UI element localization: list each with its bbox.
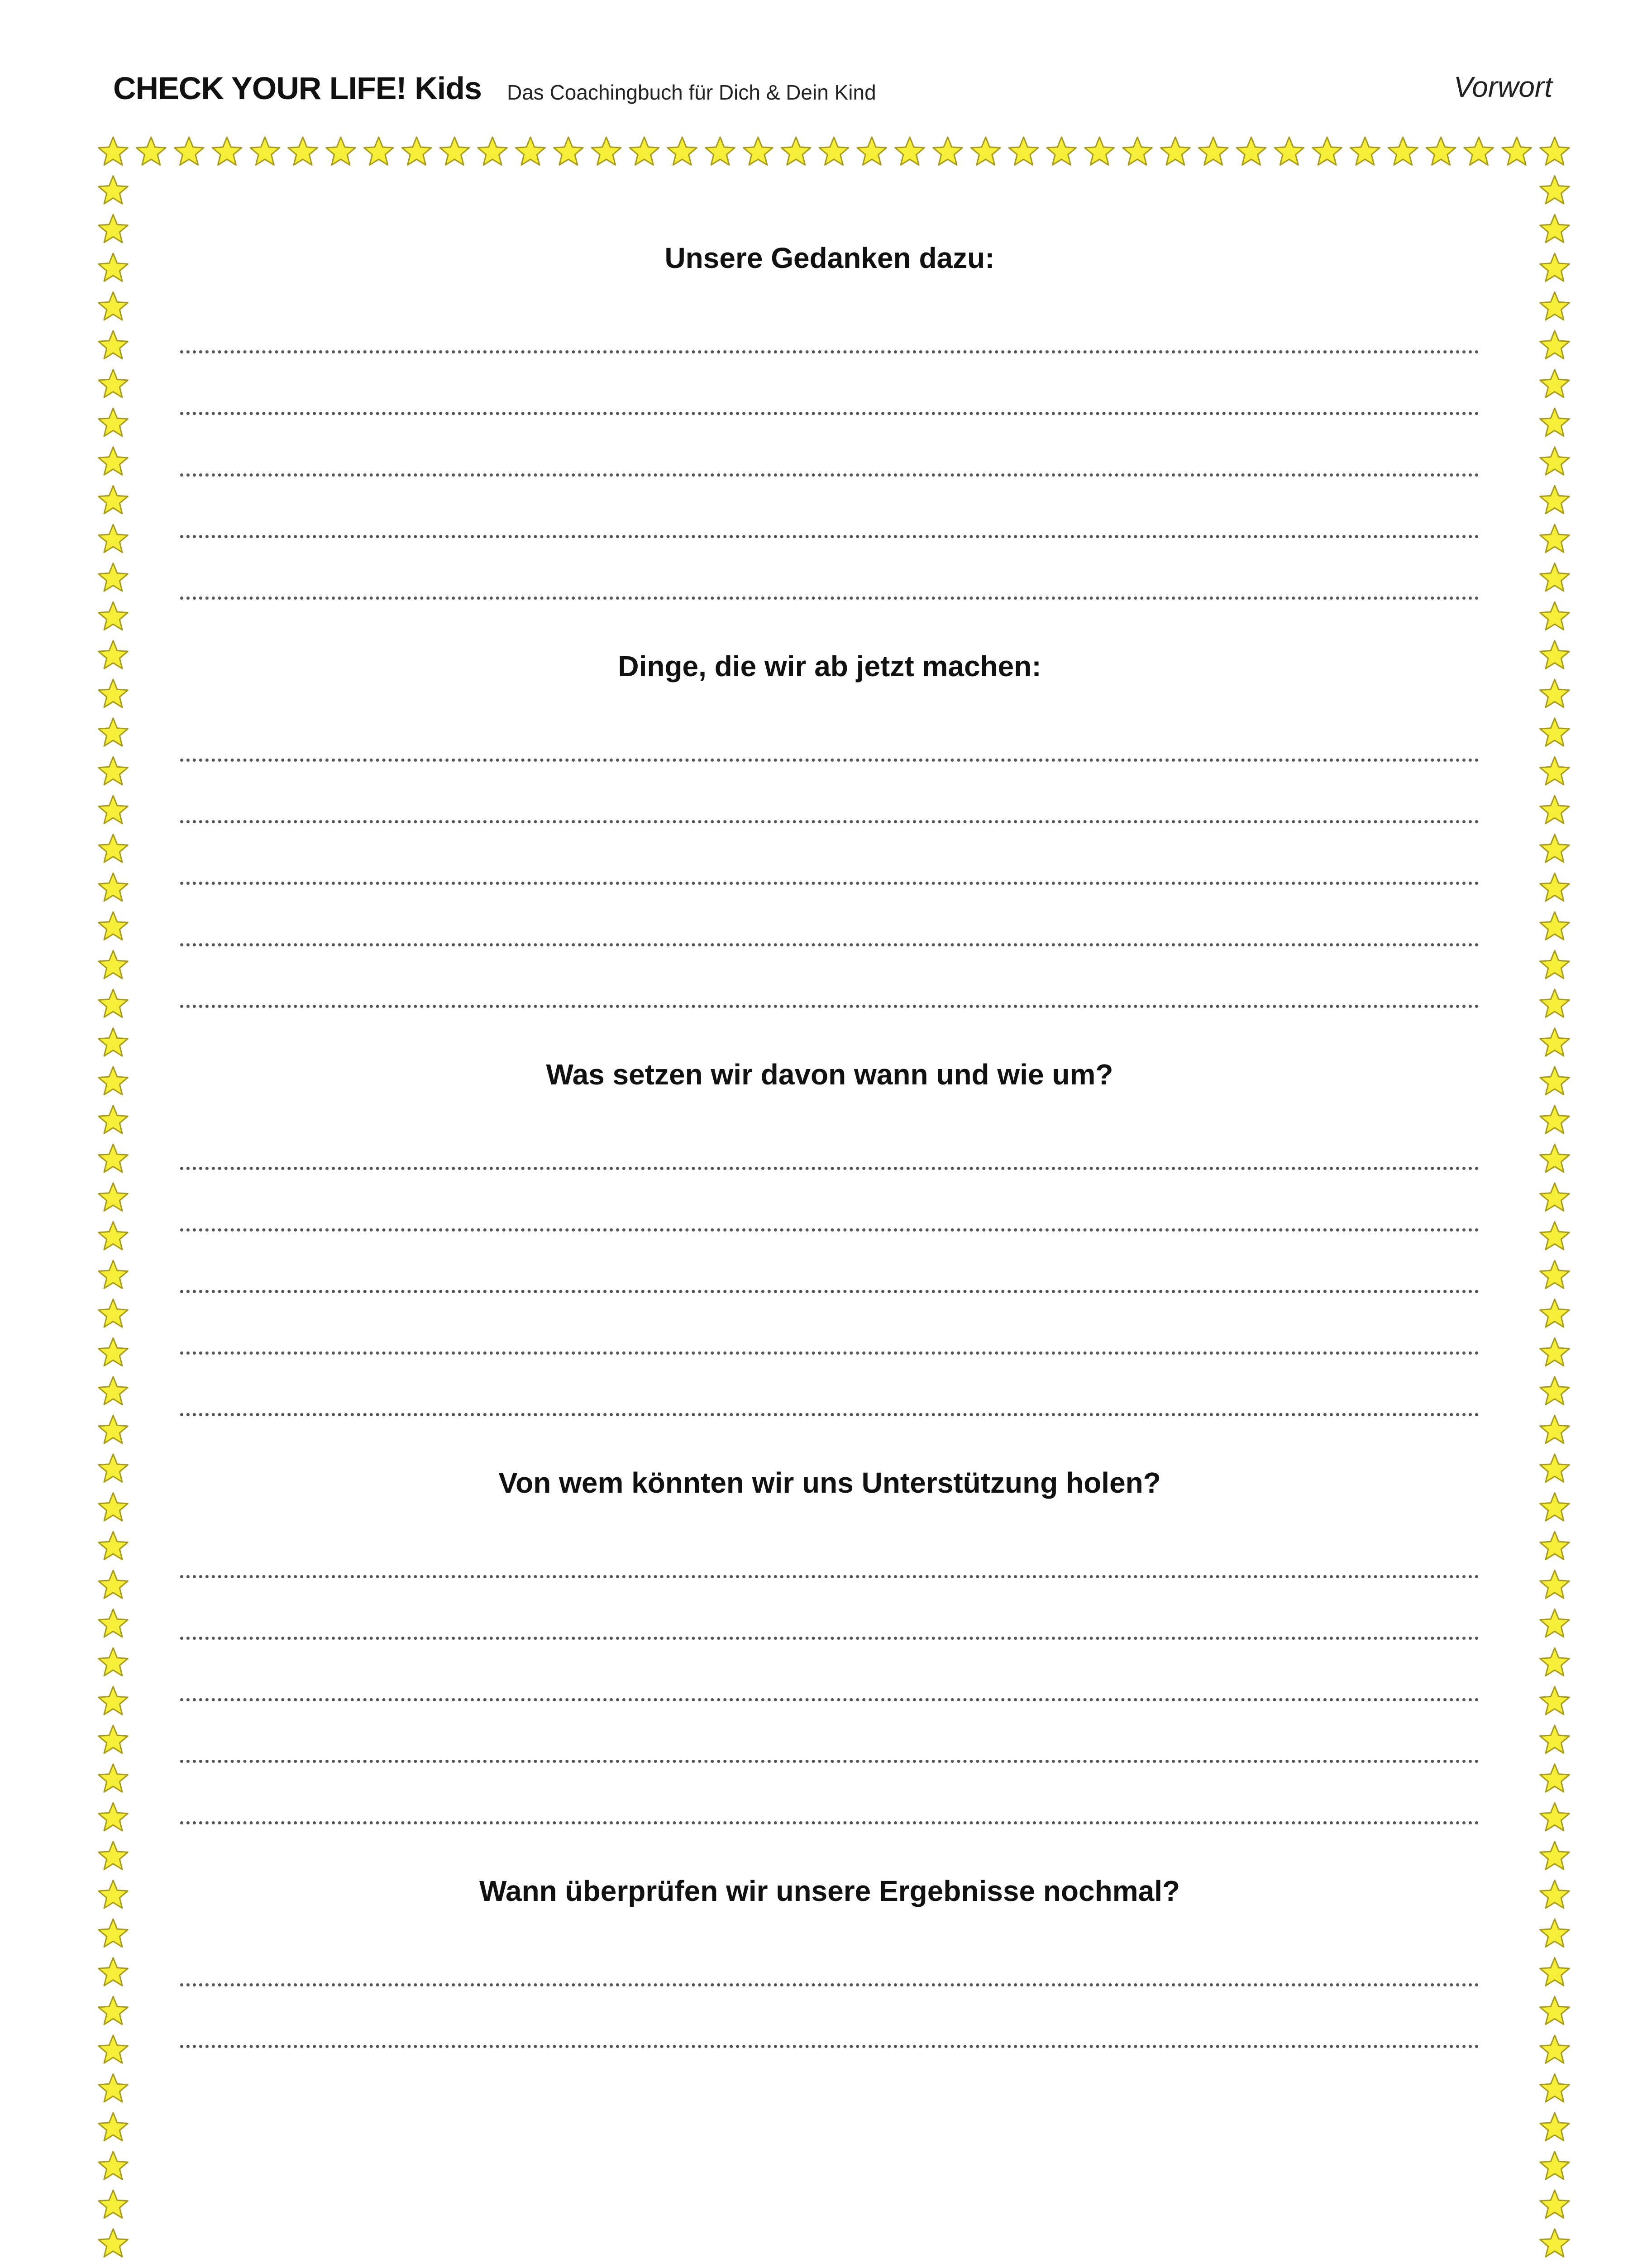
writing-line[interactable] [180,1701,1479,1763]
star-icon [478,137,507,165]
star-icon [1313,137,1342,165]
star-icon [1540,215,1570,243]
star-icon [1540,1803,1570,1831]
star-icon [99,1532,128,1560]
worksheet-section [180,1857,1479,2048]
star-icon [99,1493,128,1521]
star-icon [1540,331,1570,359]
star-icon [99,1106,128,1134]
star-icon [1388,137,1418,165]
star-icon [1540,950,1570,979]
worksheet-section [180,1449,1479,1824]
writing-line[interactable] [180,415,1479,477]
writing-line[interactable] [180,1108,1479,1170]
writing-line[interactable] [180,292,1479,353]
star-icon [1351,137,1380,165]
star-icon [440,137,469,165]
star-icon [1540,447,1570,475]
writing-line[interactable] [180,1517,1479,1578]
star-icon [99,1996,128,2024]
star-icon [99,1222,128,1250]
star-icon [1540,718,1570,746]
star-icon [1540,176,1570,204]
star-icon [1540,1183,1570,1211]
star-icon [99,950,128,979]
writing-line[interactable] [180,477,1479,538]
writing-line[interactable] [180,1986,1479,2048]
star-icon [99,1067,128,1095]
star-icon [1540,1919,1570,1947]
star-icon [99,137,128,165]
star-icon [1540,1609,1570,1637]
star-icon [99,1919,128,1947]
star-icon [99,1803,128,1831]
star-icon [1540,1764,1570,1792]
star-icon [99,1338,128,1366]
star-icon [99,1260,128,1289]
star-icon [364,137,393,165]
chapter-name: Vorwort [1453,71,1552,103]
worksheet-section [180,224,1479,600]
section-heading: Von wem könnten wir uns Unterstützung holen? [498,1466,1161,1499]
star-icon [99,1881,128,1909]
star-icon [99,331,128,359]
star-icon [1540,563,1570,592]
star-icon [1464,137,1494,165]
star-icon [99,1764,128,1792]
star-icon [99,679,128,707]
star-icon [99,1687,128,1715]
star-icon [99,2190,128,2218]
star-icon [1540,253,1570,282]
star-icon [402,137,431,165]
writing-line[interactable] [180,1578,1479,1640]
star-icon [1540,989,1570,1017]
star-icon [1540,1106,1570,1134]
star-icon [99,1958,128,1986]
star-icon [1540,912,1570,940]
star-icon [1540,408,1570,436]
star-icon [99,1377,128,1405]
star-icon [99,2074,128,2102]
star-icon [99,2113,128,2141]
star-icon [99,563,128,592]
writing-line[interactable] [180,1355,1479,1416]
star-icon [99,989,128,1017]
star-icon [99,796,128,824]
star-icon [1540,292,1570,320]
star-icon [99,486,128,514]
writing-line[interactable] [180,700,1479,762]
star-icon [1540,1454,1570,1482]
section-heading: Wann überprüfen wir unsere Ergebnisse nochmal? [479,1875,1180,1907]
star-icon [99,757,128,785]
writing-line[interactable] [180,1763,1479,1824]
star-icon [933,137,963,165]
star-icon [1540,1996,1570,2024]
star-icon [1540,486,1570,514]
star-icon [1540,1028,1570,1056]
star-icon [1502,137,1532,165]
writing-line[interactable] [180,885,1479,946]
writing-line[interactable] [180,353,1479,415]
star-icon [99,1571,128,1599]
star-icon [99,1725,128,1753]
star-icon [1540,1493,1570,1521]
writing-line[interactable] [180,823,1479,885]
star-icon [99,253,128,282]
star-icon [857,137,887,165]
writing-line[interactable] [180,538,1479,600]
writing-line[interactable] [180,1232,1479,1293]
star-icon [1540,1842,1570,1870]
star-icon [1161,137,1190,165]
star-icon [99,1144,128,1172]
star-icon [819,137,849,165]
star-icon [1540,525,1570,553]
star-icon [1426,137,1456,165]
star-icon [99,447,128,475]
star-icon [99,2229,128,2257]
star-icon [99,1842,128,1870]
writing-line[interactable] [180,1170,1479,1232]
star-icon [99,1028,128,1056]
worksheet [180,224,1479,2048]
star-icon [1540,1415,1570,1443]
star-icon [99,873,128,901]
worksheet-section [180,1041,1479,1416]
star-icon [1540,1571,1570,1599]
star-icon [516,137,545,165]
star-icon [1085,137,1114,165]
star-icon [1540,1338,1570,1366]
star-icon [1540,796,1570,824]
star-icon [99,835,128,863]
star-icon [212,137,242,165]
star-icon [326,137,356,165]
star-icon [1540,1532,1570,1560]
star-icon [99,215,128,243]
star-icon [1540,679,1570,707]
star-icon [1540,1881,1570,1909]
section-heading: Unsere Gedanken dazu: [664,242,995,274]
star-icon [250,137,280,165]
star-icon [99,176,128,204]
star-icon [137,137,166,165]
star-icon [895,137,925,165]
star-icon [1540,2113,1570,2141]
star-icon [630,137,659,165]
star-icon [1540,1144,1570,1172]
book-subtitle: Das Coachingbuch für Dich & Dein Kind [507,81,876,104]
star-icon [1540,1260,1570,1289]
star-icon [1047,137,1076,165]
writing-line[interactable] [180,1925,1479,1986]
star-icon [99,641,128,669]
star-icon [971,137,1000,165]
star-icon [1540,2152,1570,2180]
star-icon [1540,2229,1570,2257]
star-icon [1123,137,1152,165]
star-icon [1540,1648,1570,1676]
star-icon [99,718,128,746]
star-icon [1540,1222,1570,1250]
star-icon [1540,641,1570,669]
star-icon [99,525,128,553]
star-icon [1540,757,1570,785]
star-icon [1540,1299,1570,1327]
star-icon [99,912,128,940]
star-icon [1237,137,1266,165]
star-icon [99,1648,128,1676]
star-icon [1540,137,1570,165]
writing-line[interactable] [180,1640,1479,1701]
star-icon [99,370,128,398]
star-icon [1540,2190,1570,2218]
star-icon [1198,137,1228,165]
star-icon [99,1183,128,1211]
star-icon [1540,370,1570,398]
star-icon [1540,1958,1570,1986]
book-title: CHECK YOUR LIFE! Kids [113,71,482,106]
section-heading: Dinge, die wir ab jetzt machen: [618,650,1041,683]
star-icon [99,2035,128,2063]
star-icon [1540,1725,1570,1753]
star-icon [99,1454,128,1482]
worksheet-section [180,632,1479,1008]
star-icon [1540,873,1570,901]
writing-line[interactable] [180,946,1479,1008]
section-heading: Was setzen wir davon wann und wie um? [546,1058,1113,1091]
star-icon [99,1415,128,1443]
star-icon [174,137,204,165]
star-icon [99,292,128,320]
star-icon [554,137,583,165]
star-icon [744,137,773,165]
star-icon [1540,1377,1570,1405]
star-icon [1275,137,1304,165]
star-icon [706,137,735,165]
star-icon [1540,602,1570,630]
star-icon [99,1299,128,1327]
star-icon [1009,137,1038,165]
star-icon [99,602,128,630]
star-icon [99,2152,128,2180]
star-icon [1540,1687,1570,1715]
star-icon [1540,2074,1570,2102]
star-icon [1540,2035,1570,2063]
star-icon [1540,1067,1570,1095]
star-icon [592,137,621,165]
star-icon [1540,835,1570,863]
star-icon [99,408,128,436]
star-icon [99,1609,128,1637]
writing-line[interactable] [180,1293,1479,1355]
star-icon [288,137,318,165]
star-icon [781,137,811,165]
writing-line[interactable] [180,762,1479,823]
star-icon [668,137,697,165]
